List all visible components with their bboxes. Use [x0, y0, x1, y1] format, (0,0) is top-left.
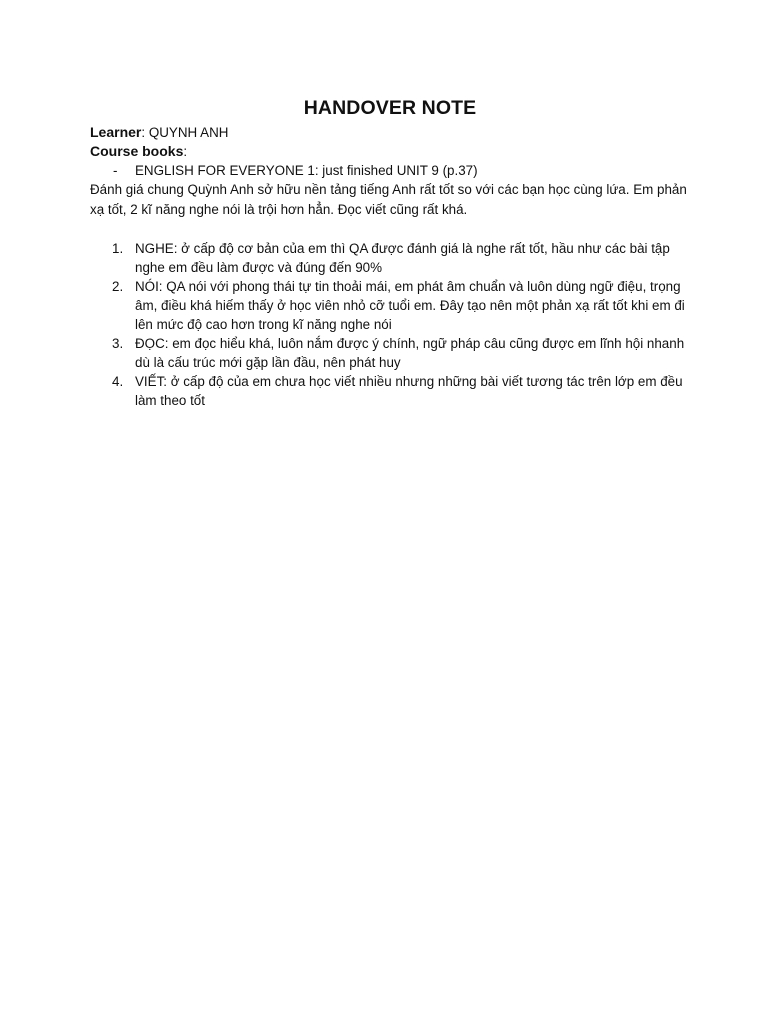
list-item: [90, 372, 690, 410]
skill-text: NGHE: ở cấp độ cơ bản của em thì QA được đánh giá là nghe rất tốt, hầu như các bài tập nghe em đều làm được và đúng đến 90%: [135, 241, 670, 275]
skills-list: [90, 239, 690, 410]
learner-label: Learner: [90, 124, 142, 140]
course-books-list: [90, 161, 690, 180]
course-books-label: Course books: [90, 143, 184, 159]
list-number: 3.: [112, 336, 124, 351]
list-number: 1.: [112, 241, 124, 256]
list-item: [90, 334, 690, 372]
list-item: [90, 161, 690, 180]
list-item: [90, 277, 690, 334]
skill-text: NÓI: QA nói với phong thái tự tin thoải mái, em phát âm chuẩn và luôn dùng ngữ điệu, trọng âm, điều khá hiếm thấy ở học viên nhỏ cỡ tuổi em. Đây tạo nên một phản xạ rất tốt khi em đi lên mức độ cao hơn trong kĩ năng nghe nói: [135, 279, 685, 332]
skill-text: ĐỌC: em đọc hiểu khá, luôn nắm được ý chính, ngữ pháp câu cũng được em lĩnh hội nhanh dù là cấu trúc mới gặp lần đầu, nên phát huy: [135, 336, 685, 370]
skill-text: VIẾT: ở cấp độ của em chưa học viết nhiều nhưng những bài viết tương tác trên lớp em đều làm theo tốt: [135, 374, 683, 408]
summary-paragraph: Đánh giá chung Quỳnh Anh sở hữu nền tảng tiếng Anh rất tốt so với các bạn học cùng lứa. Em phản xạ tốt, 2 kĩ năng nghe nói là trội hơn hẳn. Đọc viết cũng rất khá.: [90, 182, 687, 217]
list-number: 2.: [112, 279, 124, 294]
document-content: [90, 96, 690, 410]
course-books-separator: :: [183, 144, 188, 159]
course-book-text: ENGLISH FOR EVERYONE 1: just finished UNIT 9 (p.37): [135, 163, 478, 178]
dash-marker: -: [113, 163, 118, 178]
learner-value: QUYNH ANH: [148, 125, 229, 140]
course-books-line: [90, 142, 690, 161]
learner-separator: :: [141, 125, 146, 140]
document-title: HANDOVER NOTE: [303, 97, 477, 119]
list-number: 4.: [112, 374, 124, 389]
learner-line: [90, 123, 690, 142]
list-item: [90, 239, 690, 277]
